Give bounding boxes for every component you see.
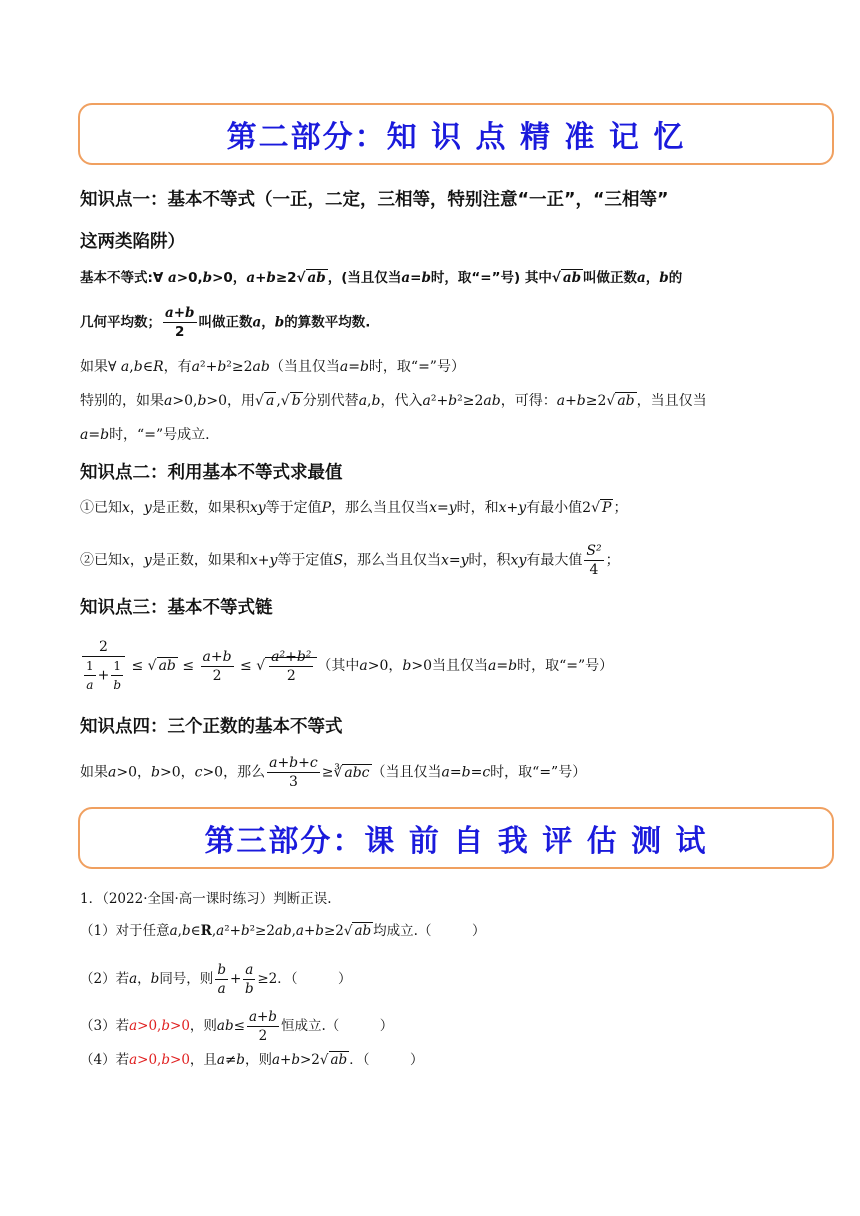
- k1-extension-line3: a=b时，“=”号成立.: [80, 427, 210, 443]
- q1-stem: 1．（2022·全国·高一课时练习）判断正误.: [80, 891, 332, 907]
- k3-heading: 知识点三：基本不等式链: [80, 598, 273, 618]
- q1-part1: （1）对于任意a,b∈R,a²+b²≥2ab,a+b≥2√ ab 均成立.（ ）: [80, 923, 486, 939]
- q1-part4: （4）若a>0,b>0，且a≠b，则a+b>2√ ab ．（ ）: [80, 1052, 424, 1068]
- q1-part3: （3）若a>0,b>0，则ab≤ $\frac{a+b}{2}$ 恒成立.（ ）: [80, 1009, 394, 1044]
- q1-part2: （2）若a，b同号，则 $\frac{b}{a}$ + $\frac{a}{b}$ ≥2．（ ）: [80, 962, 352, 997]
- section-title: 第二部分：知 识 点 精 准 记 忆: [226, 120, 686, 155]
- k4-line: 如果a>0，b>0，c>0，那么 $\frac{a+b+c}{3}$ ≥∛ abc （当且仅当a=b=c时，取“=”号）: [80, 755, 587, 790]
- section-title: 第三部分：课 前 自 我 评 估 测 试: [204, 824, 708, 859]
- k2-item2: ②已知x，y是正数，如果和x+y等于定值S，那么当且仅当x=y时，积xy有最大值 $\frac{\text{S²}}{4}$ ；: [80, 543, 620, 578]
- k1-definition-line1: 基本不等式:∀ a>0,b>0，a+b≥2√ ab ，(当且仅当a=b时，取“=”号) 其中√ ab 叫做正数a，b的: [80, 270, 683, 286]
- section-banner-self-test: [78, 807, 834, 869]
- k2-heading: 知识点二：利用基本不等式求最值: [80, 463, 343, 483]
- section-banner-knowledge: [78, 103, 834, 165]
- k1-definition-line2: 几何平均数； $\frac{a+b}{2}$ 叫做正数a，b的算数平均数.: [80, 305, 371, 340]
- k1-heading-line1: 知识点一：基本不等式（一正，二定，三相等，特别注意“一正”，“三相等”: [80, 190, 669, 210]
- k4-heading: 知识点四：三个正数的基本不等式: [80, 717, 343, 737]
- k1-extension-line2: 特别的，如果a>0,b>0，用√ a ,√ b 分别代替a,b，代入a²+b²≥2ab，可得：a+b≥2√ ab ，当且仅当: [80, 393, 707, 409]
- k1-heading-line2: 这两类陷阱）: [80, 232, 185, 252]
- k1-extension-line1: 如果∀ a,b∈R，有a²+b²≥2ab（当且仅当a=b时，取“=”号）: [80, 359, 465, 375]
- k2-item1: ①已知x，y是正数，如果积xy等于定值P，那么当且仅当x=y时，和x+y有最小值2√ P ；: [80, 500, 628, 516]
- k3-chain: 2 $\frac{1}{a}$ + $\frac{1}{b}$ ≤ √ ab ≤ $\frac{a+b}{2}$ ≤ √ $\frac{\text{a²+b²}}{2}$ （其中a>0，b>0当且仅当a=b时，取“=”号）: [80, 638, 613, 694]
